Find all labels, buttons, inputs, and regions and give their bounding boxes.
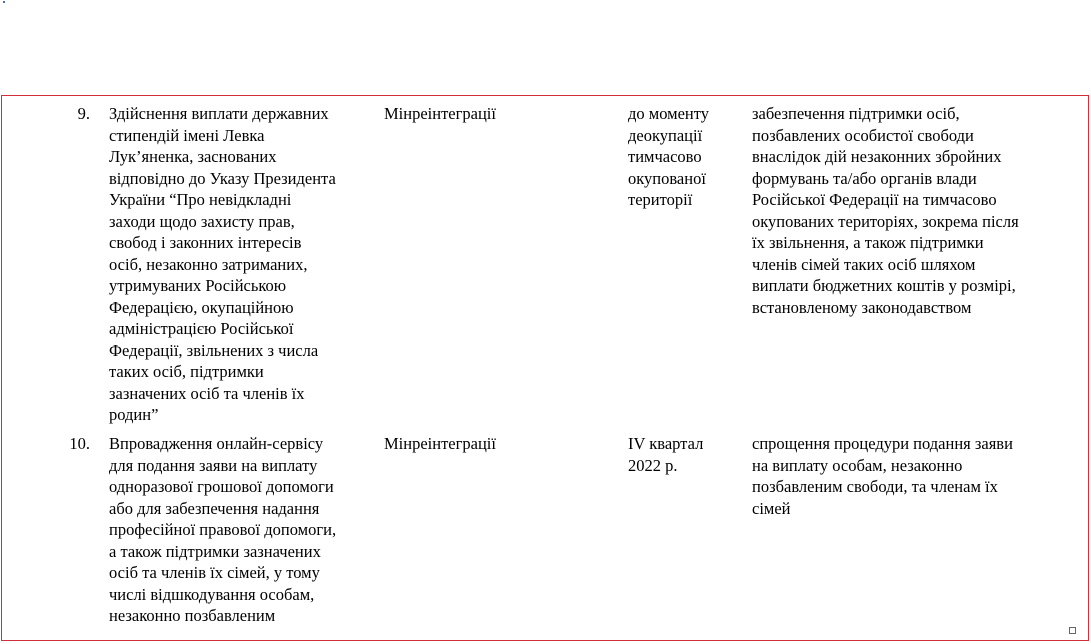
goal-line: виплати бюджетних коштів у розмірі, <box>752 276 1016 295</box>
action-line: або для забезпечення надання <box>109 498 320 518</box>
executor-cell: Мінреінтеграції <box>384 104 496 123</box>
action-line: Лук’яненка, заснованих <box>109 147 277 166</box>
action-line: таких осіб, підтримки <box>109 362 264 381</box>
goal-line: формувань та/або органів влади <box>752 168 977 188</box>
action-line: заходи щодо захисту прав, <box>109 211 295 231</box>
action-cell <box>109 433 377 627</box>
action-line: свобод і законних інтересів <box>109 233 302 252</box>
action-line: адміністрацією Російської <box>109 319 294 338</box>
action-line: України “Про невідкладні <box>109 190 292 209</box>
action-line: Здійснення виплати державних <box>109 104 329 123</box>
term-cell <box>628 433 740 476</box>
term-line: деокупації <box>628 125 703 145</box>
action-line: Федерацією, окупаційною <box>109 297 294 317</box>
action-line: утримуваних Російською <box>109 276 287 295</box>
action-line: зазначених осіб та членів їх <box>109 383 305 403</box>
action-line: одноразової грошової допомоги <box>109 477 334 496</box>
goal-line: на виплату особам, незаконно <box>752 455 963 475</box>
goal-line: встановленому законодавством <box>752 297 972 317</box>
term-line: окупованої <box>628 168 706 188</box>
term-line: до моменту <box>628 104 709 123</box>
term-line: IV квартал <box>628 434 704 453</box>
action-line: стипендій імені Левка <box>109 125 265 145</box>
document-table-frame[interactable] <box>1 95 1089 641</box>
executor-cell: Мінреінтеграції <box>384 434 496 453</box>
goal-line: спрощення процедури подання заяви <box>752 434 1013 453</box>
action-line: а також підтримки зазначених <box>109 541 321 561</box>
action-line: незаконно позбавленим <box>109 606 276 625</box>
goal-line: забезпечення підтримки осіб, <box>752 104 960 123</box>
action-cell <box>109 103 377 426</box>
goal-line: окупованих територіях, зокрема після <box>752 211 1019 231</box>
row-number: 10. <box>69 434 90 453</box>
row-number: 9. <box>77 104 90 123</box>
goal-line: членів сімей таких осіб шляхом <box>752 254 976 274</box>
term-cell <box>628 103 740 211</box>
goal-line: внаслідок дій незаконних збройних <box>752 147 1002 166</box>
action-line: для подання заяви на виплату <box>109 455 318 475</box>
term-line: території <box>628 190 693 209</box>
action-line: осіб та членів їх сімей, у тому <box>109 563 320 582</box>
goal-line: позбавленим свободи, та членам їх <box>752 477 998 496</box>
action-line: осіб, незаконно затриманих, <box>109 254 308 274</box>
goal-line: сімей <box>752 498 791 518</box>
term-line: тимчасово <box>628 147 702 166</box>
action-line: Федерації, звільнених з числа <box>109 340 319 360</box>
term-line: 2022 р. <box>628 455 678 475</box>
goal-line: позбавлених особистої свободи <box>752 125 974 145</box>
resize-handle[interactable] <box>1069 627 1076 634</box>
goal-line: їх звільнення, а також підтримки <box>752 233 984 252</box>
action-line: професійної правової допомоги, <box>109 520 337 539</box>
action-line: відповідно до Указу Президента <box>109 168 336 188</box>
action-line: числі відшкодування особам, <box>109 584 315 604</box>
corner-marker <box>3 1 5 3</box>
action-line: Впровадження онлайн-сервісу <box>109 434 324 453</box>
goal-cell <box>752 103 1082 318</box>
goal-line: Російської Федерації на тимчасово <box>752 190 997 209</box>
goal-cell <box>752 433 1082 519</box>
action-line: родин” <box>109 405 159 424</box>
